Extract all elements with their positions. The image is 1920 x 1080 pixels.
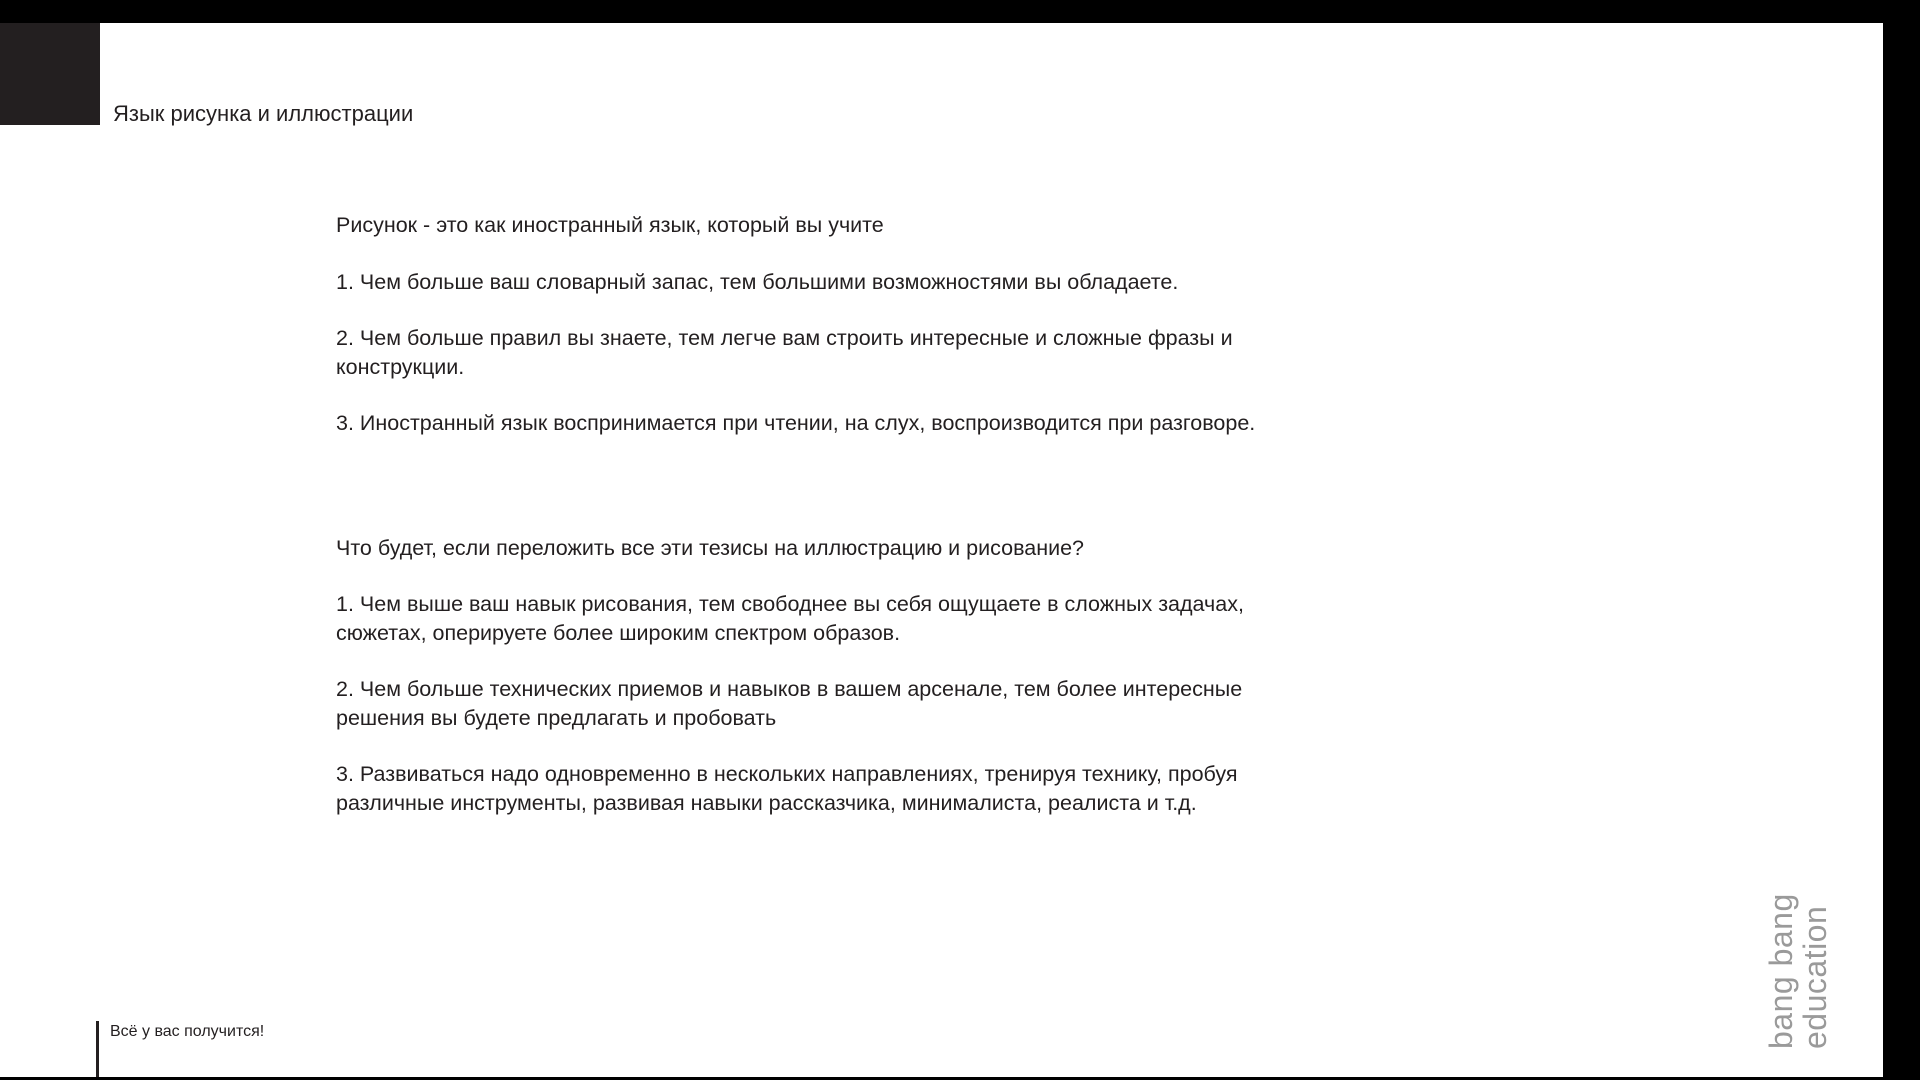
section-intro: Рисунок - это как иностранный язык, который вы учите xyxy=(336,213,884,237)
logo-line-1: bang bang xyxy=(1763,893,1799,1049)
bang-bang-logo xyxy=(1763,885,1833,1049)
section-drawing xyxy=(336,534,1336,818)
section-intro: Что будет, если переложить все эти тезисы на иллюстрацию и рисование? xyxy=(336,535,1085,560)
list-item: 1. Чем выше ваш навык рисования, тем свободнее вы себя ощущаете в сложных задачах, сюжетах, оперируете более широким спектром образов. xyxy=(336,592,1244,645)
footer-text: Всё у вас получится! xyxy=(110,1023,265,1040)
section-language xyxy=(336,211,1336,438)
page-title: Язык рисунка и иллюстрации xyxy=(113,101,414,126)
footer-divider xyxy=(96,1021,99,1077)
corner-decoration xyxy=(0,23,100,125)
slide xyxy=(0,23,1883,1077)
list-item: 3. Развиваться надо одновременно в нескольких направлениях, тренируя технику, пробуя различные инструменты, развивая навыки рассказчика, минималиста, реалиста и т.д. xyxy=(336,762,1238,815)
logo-line-2: education xyxy=(1797,905,1833,1049)
list-item: 2. Чем больше технических приемов и навыков в вашем арсенале, тем более интересные решения вы будете предлагать и пробовать xyxy=(336,677,1243,730)
list-item: 3. Иностранный язык воспринимается при чтении, на слух, воспроизводится при разговоре. xyxy=(336,411,1256,435)
slide-content xyxy=(336,211,1336,817)
list-item: 2. Чем больше правил вы знаете, тем легче вам строить интересные и сложные фразы и конструкции. xyxy=(336,326,1233,379)
list-item: 1. Чем больше ваш словарный запас, тем большими возможностями вы обладаете. xyxy=(336,269,1179,294)
logo-text xyxy=(1764,889,1832,1049)
